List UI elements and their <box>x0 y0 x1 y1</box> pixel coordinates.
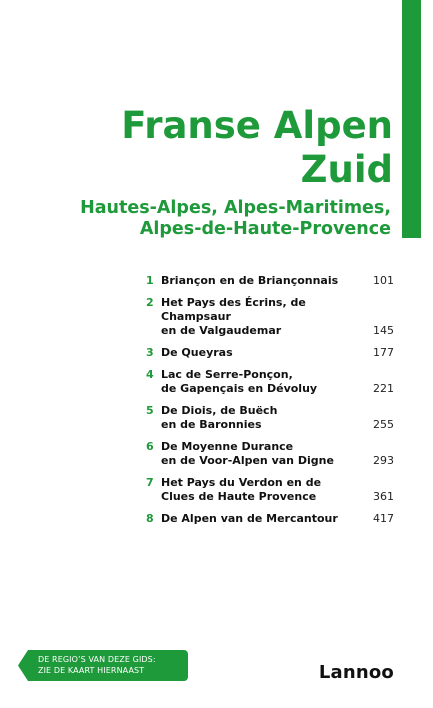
toc-page: 101 <box>373 274 394 287</box>
toc-item-3[interactable] <box>146 346 394 360</box>
toc-number: 3 <box>146 346 154 359</box>
toc-title: Lac de Serre-Ponçon, de Gapençais en Dévoluy <box>161 368 318 395</box>
toc-number: 4 <box>146 368 154 381</box>
toc-item-2[interactable] <box>146 296 394 338</box>
page-subtitle <box>80 198 391 240</box>
toc-title: De Queyras <box>161 346 233 359</box>
toc-title: De Alpen van de Mercantour <box>161 512 338 525</box>
toc-page: 221 <box>373 382 394 395</box>
toc-title: Het Pays des Écrins, de Champsaur en de Valgaudemar <box>161 296 306 337</box>
toc-page: 255 <box>373 418 394 431</box>
regions-note-text: DE REGIO’S VAN DEZE GIDS: ZIE DE KAART HIERNAAST <box>38 655 156 675</box>
toc-title: Het Pays du Verdon en de Clues de Haute Provence <box>161 476 322 503</box>
toc-item-7[interactable] <box>146 476 394 504</box>
toc-number: 6 <box>146 440 154 453</box>
toc-title: De Diois, de Buëch en de Baronnies <box>161 404 278 431</box>
toc-item-6[interactable] <box>146 440 394 468</box>
toc-page: 417 <box>373 512 394 525</box>
toc-item-1[interactable] <box>146 274 394 288</box>
toc-page: 145 <box>373 324 394 337</box>
title-line-2: Zuid <box>300 148 393 191</box>
toc-number: 1 <box>146 274 154 287</box>
toc-title: Briançon en de Briançonnais <box>161 274 339 287</box>
green-side-bar <box>402 0 421 238</box>
publisher-logo: Lannoo <box>318 662 394 683</box>
toc-item-5[interactable] <box>146 404 394 432</box>
subtitle-line-1: Hautes-Alpes, Alpes-Maritimes, <box>80 198 391 218</box>
toc-number: 2 <box>146 296 154 309</box>
toc-item-4[interactable] <box>146 368 394 396</box>
subtitle-line-2: Alpes-de-Haute-Provence <box>139 219 391 239</box>
toc-number: 8 <box>146 512 154 525</box>
toc-item-8[interactable] <box>146 512 394 526</box>
title-line-1: Franse Alpen <box>121 104 393 147</box>
toc-page: 361 <box>373 490 394 503</box>
toc-number: 5 <box>146 404 154 417</box>
toc-title: De Moyenne Durance en de Voor-Alpen van Digne <box>161 440 334 467</box>
page-title <box>121 104 393 192</box>
table-of-contents <box>146 274 394 534</box>
toc-page: 177 <box>373 346 394 359</box>
toc-page: 293 <box>373 454 394 467</box>
toc-number: 7 <box>146 476 154 489</box>
